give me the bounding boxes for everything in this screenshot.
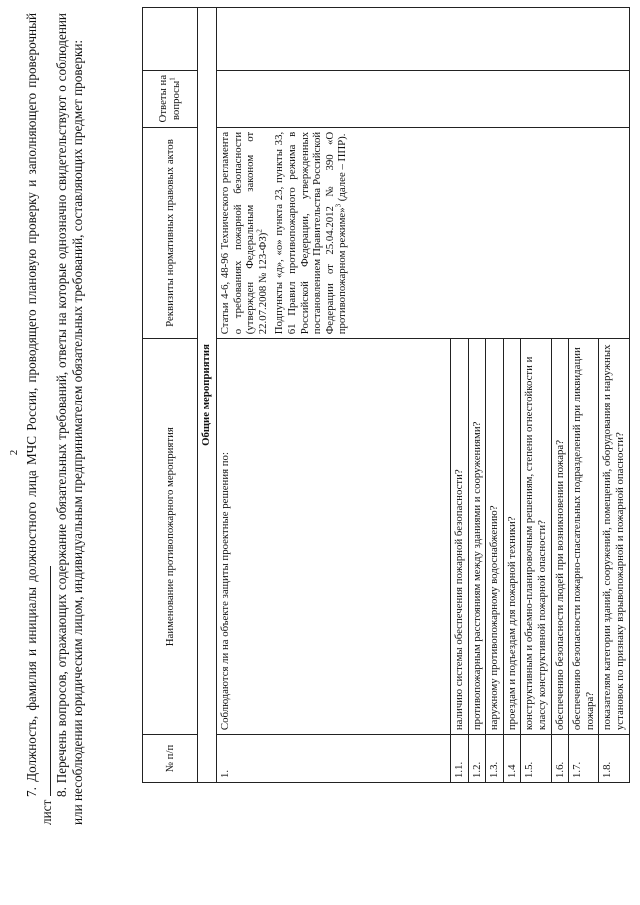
header-answer [143, 70, 198, 127]
legal-basis-2-text: Подпункты «д», «о» пункта 23, пункты 33, 61 Правил противопожарного режима в Российской Федерации, утвержденных постановлением Правительства Российской Федерации от 25.04.2012 № 390 «О противопожарном режиме» [273, 131, 349, 335]
row-question: обеспечению безопасности пожарно-спасательных подразделений при ликвидации пожара? [569, 339, 599, 735]
intro-text [24, 13, 85, 825]
checklist-table [142, 7, 630, 783]
header-answer-footnote: 1 [168, 77, 177, 81]
row-question: показателям категории зданий, сооружений, помещений, оборудования и наружных установок по признаку взрывопожарной и пожарной опасности? [599, 339, 629, 735]
row-number: 1.1. [451, 735, 469, 783]
row-question: проездам и подъездам для пожарной техники? [503, 339, 521, 735]
row-number: 1.3. [486, 735, 504, 783]
row-number: 1.7. [569, 735, 599, 783]
header-basis: Реквизиты нормативных правовых актов [143, 127, 198, 338]
paragraph-8: 8. Перечень вопросов, отражающих содержание обязательных требований, ответы на которые однозначно свидетельствуют о соблюдении или несоблюдении юридическим лицом, индивидуальным предпринимателем обязательных требований, составляющих предмет проверки: [54, 13, 85, 825]
row-question: конструктивным и объемно-планировочным решениям, степени огнестойкости и классу конструктивной пожарной опасности? [521, 339, 551, 735]
table-row [217, 8, 451, 783]
legal-basis-1-footnote: 2 [255, 229, 264, 233]
legal-basis-2-tail: (далее – ППР). [336, 133, 349, 204]
header-blank [143, 8, 198, 71]
row-question: наличию системы обеспечения пожарной безопасности? [451, 339, 469, 735]
section-row [198, 8, 217, 783]
blank-cell [217, 8, 630, 71]
legal-basis-2-footnote: 3 [334, 203, 343, 208]
row-number: 1.8. [599, 735, 629, 783]
header-name: Наименование противопожарного мероприятия [143, 339, 198, 735]
section-title: Общие мероприятия [198, 8, 217, 783]
header-answer-text: Ответы на вопросы [157, 74, 182, 123]
row-number: 1.2. [468, 735, 486, 783]
paragraph-7-text: 7. Должность, фамилия и инициалы должностного лица МЧС России, проводящего плановую проверку и заполняющего проверочный лист [24, 13, 55, 825]
row-number: 1. [217, 735, 451, 783]
legal-basis-2 [273, 132, 349, 334]
legal-basis-1 [219, 132, 269, 334]
header-num: № п/п [143, 735, 198, 783]
row-number: 1.5. [521, 735, 551, 783]
legal-basis-cell [217, 127, 630, 338]
row-question: наружному противопожарному водоснабжению? [486, 339, 504, 735]
row-number: 1.6. [551, 735, 569, 783]
row-number: 1.4 [503, 735, 521, 783]
page-number: 2 [8, 449, 20, 456]
legal-basis-1-text: Статьи 4-6, 48-96 Технического регламента о требованиях пожарной безопасности (утвержден Федеральным законом от 22.07.2008 № 123-ФЗ) [219, 131, 269, 335]
row-question: Соблюдаются ли на объекте защиты проектные решения по: [217, 339, 451, 735]
row-question: обеспечению безопасности людей при возникновении пожара? [551, 339, 569, 735]
row-question: противопожарным расстояниям между зданиями и сооружениями? [468, 339, 486, 735]
fill-in-line [50, 566, 51, 796]
answer-cell [217, 70, 630, 127]
paragraph-7 [24, 13, 54, 825]
table-header-row [143, 8, 198, 783]
